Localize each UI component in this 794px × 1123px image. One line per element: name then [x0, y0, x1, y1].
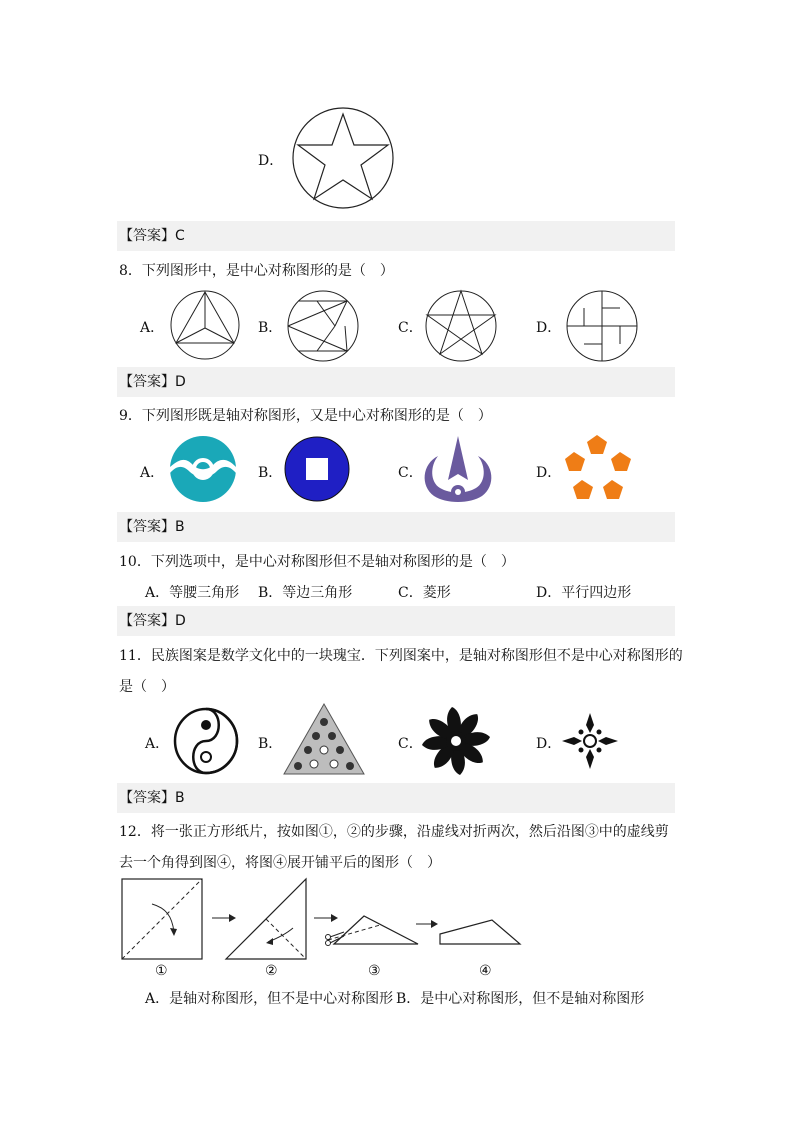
q9-option-a-label: A． [140, 465, 165, 481]
q11-text-line2: 是（ ） [119, 679, 175, 695]
q10-text: 10．下列选项中，是中心对称图形但不是轴对称图形的是（ ） [119, 554, 515, 570]
q12-step-label-3: ③ [368, 963, 381, 979]
answer-q8 [117, 367, 675, 397]
q11-option-d-snowflake-figure[interactable] [562, 713, 618, 769]
q12-option-a[interactable]: A．是轴对称图形，但不是中心对称图形 [145, 991, 394, 1007]
q11-option-c-pinwheel-flower-figure[interactable] [420, 705, 492, 777]
q10-option-b[interactable]: B．等边三角形 [258, 585, 353, 601]
answer-bracket: 【答案】 [119, 374, 175, 390]
q9-text: 9．下列图形既是轴对称图形，又是中心对称图形的是（ ） [119, 408, 492, 424]
q11-option-c-label: C． [398, 736, 423, 752]
q9-option-a-teal-wave-figure[interactable] [170, 436, 236, 502]
answer-value: B [175, 519, 185, 535]
q7-option-d-label: D． [258, 153, 284, 169]
answer-value: C [175, 228, 185, 244]
answer-value: D [175, 374, 186, 390]
answer-value: B [175, 790, 185, 806]
answer-bracket: 【答案】 [119, 228, 175, 244]
q9-option-d-label: D． [536, 465, 562, 481]
q8-option-b-label: B． [258, 320, 283, 336]
q11-option-a-label: A． [145, 736, 170, 752]
answer-q7 [117, 221, 675, 251]
answer-bracket: 【答案】 [119, 519, 175, 535]
q10-option-a[interactable]: A．等腰三角形 [145, 585, 240, 601]
q9-option-c-label: C． [398, 465, 423, 481]
q8-option-c-label: C． [398, 320, 423, 336]
answer-bracket: 【答案】 [119, 613, 175, 629]
q8-text: 8．下列图形中，是中心对称图形的是（ ） [119, 263, 394, 279]
q12-folding-steps-figure [118, 876, 528, 962]
q8-option-a-label: A． [140, 320, 165, 336]
answer-q10 [117, 606, 675, 636]
q11-option-a-yin-yang-figure[interactable] [174, 708, 238, 774]
q8-option-a-figure[interactable] [170, 290, 240, 360]
q10-option-c[interactable]: C．菱形 [398, 585, 451, 601]
q8-option-b-figure[interactable] [287, 290, 359, 362]
q11-text-line1: 11．民族图案是数学文化中的一块瑰宝．下列图案中，是轴对称图形但不是中心对称图形的 [119, 648, 683, 664]
q8-option-d-label: D． [536, 320, 562, 336]
q12-option-b[interactable]: B．是中心对称图形，但不是轴对称图形 [396, 991, 645, 1007]
q12-text-line2: 去一个角得到图④，将图④展开铺平后的图形（ ） [119, 855, 441, 871]
q12-text-line1: 12．将一张正方形纸片，按如图①，②的步骤，沿虚线对折两次，然后沿图③中的虚线剪 [119, 824, 669, 840]
q11-option-d-label: D． [536, 736, 562, 752]
q11-option-b-lace-triangle-figure[interactable] [284, 704, 364, 776]
q9-option-c-purple-arrow-figure[interactable] [420, 436, 496, 504]
answer-q11 [117, 783, 675, 813]
answer-value: D [175, 613, 186, 629]
q9-option-b-coin-figure[interactable] [284, 436, 350, 502]
q11-option-b-label: B． [258, 736, 283, 752]
q9-option-b-label: B． [258, 465, 283, 481]
q12-step-label-2: ② [265, 963, 278, 979]
q12-step-label-4: ④ [479, 963, 492, 979]
q9-option-d-pentagons-figure[interactable] [560, 434, 634, 506]
q7-star-in-circle-figure[interactable] [292, 108, 394, 208]
q12-step-label-1: ① [155, 963, 168, 979]
answer-q9 [117, 512, 675, 542]
q8-option-c-figure[interactable] [425, 290, 497, 362]
q8-option-d-figure[interactable] [566, 290, 638, 362]
q10-option-d[interactable]: D．平行四边形 [536, 585, 632, 601]
answer-bracket: 【答案】 [119, 790, 175, 806]
